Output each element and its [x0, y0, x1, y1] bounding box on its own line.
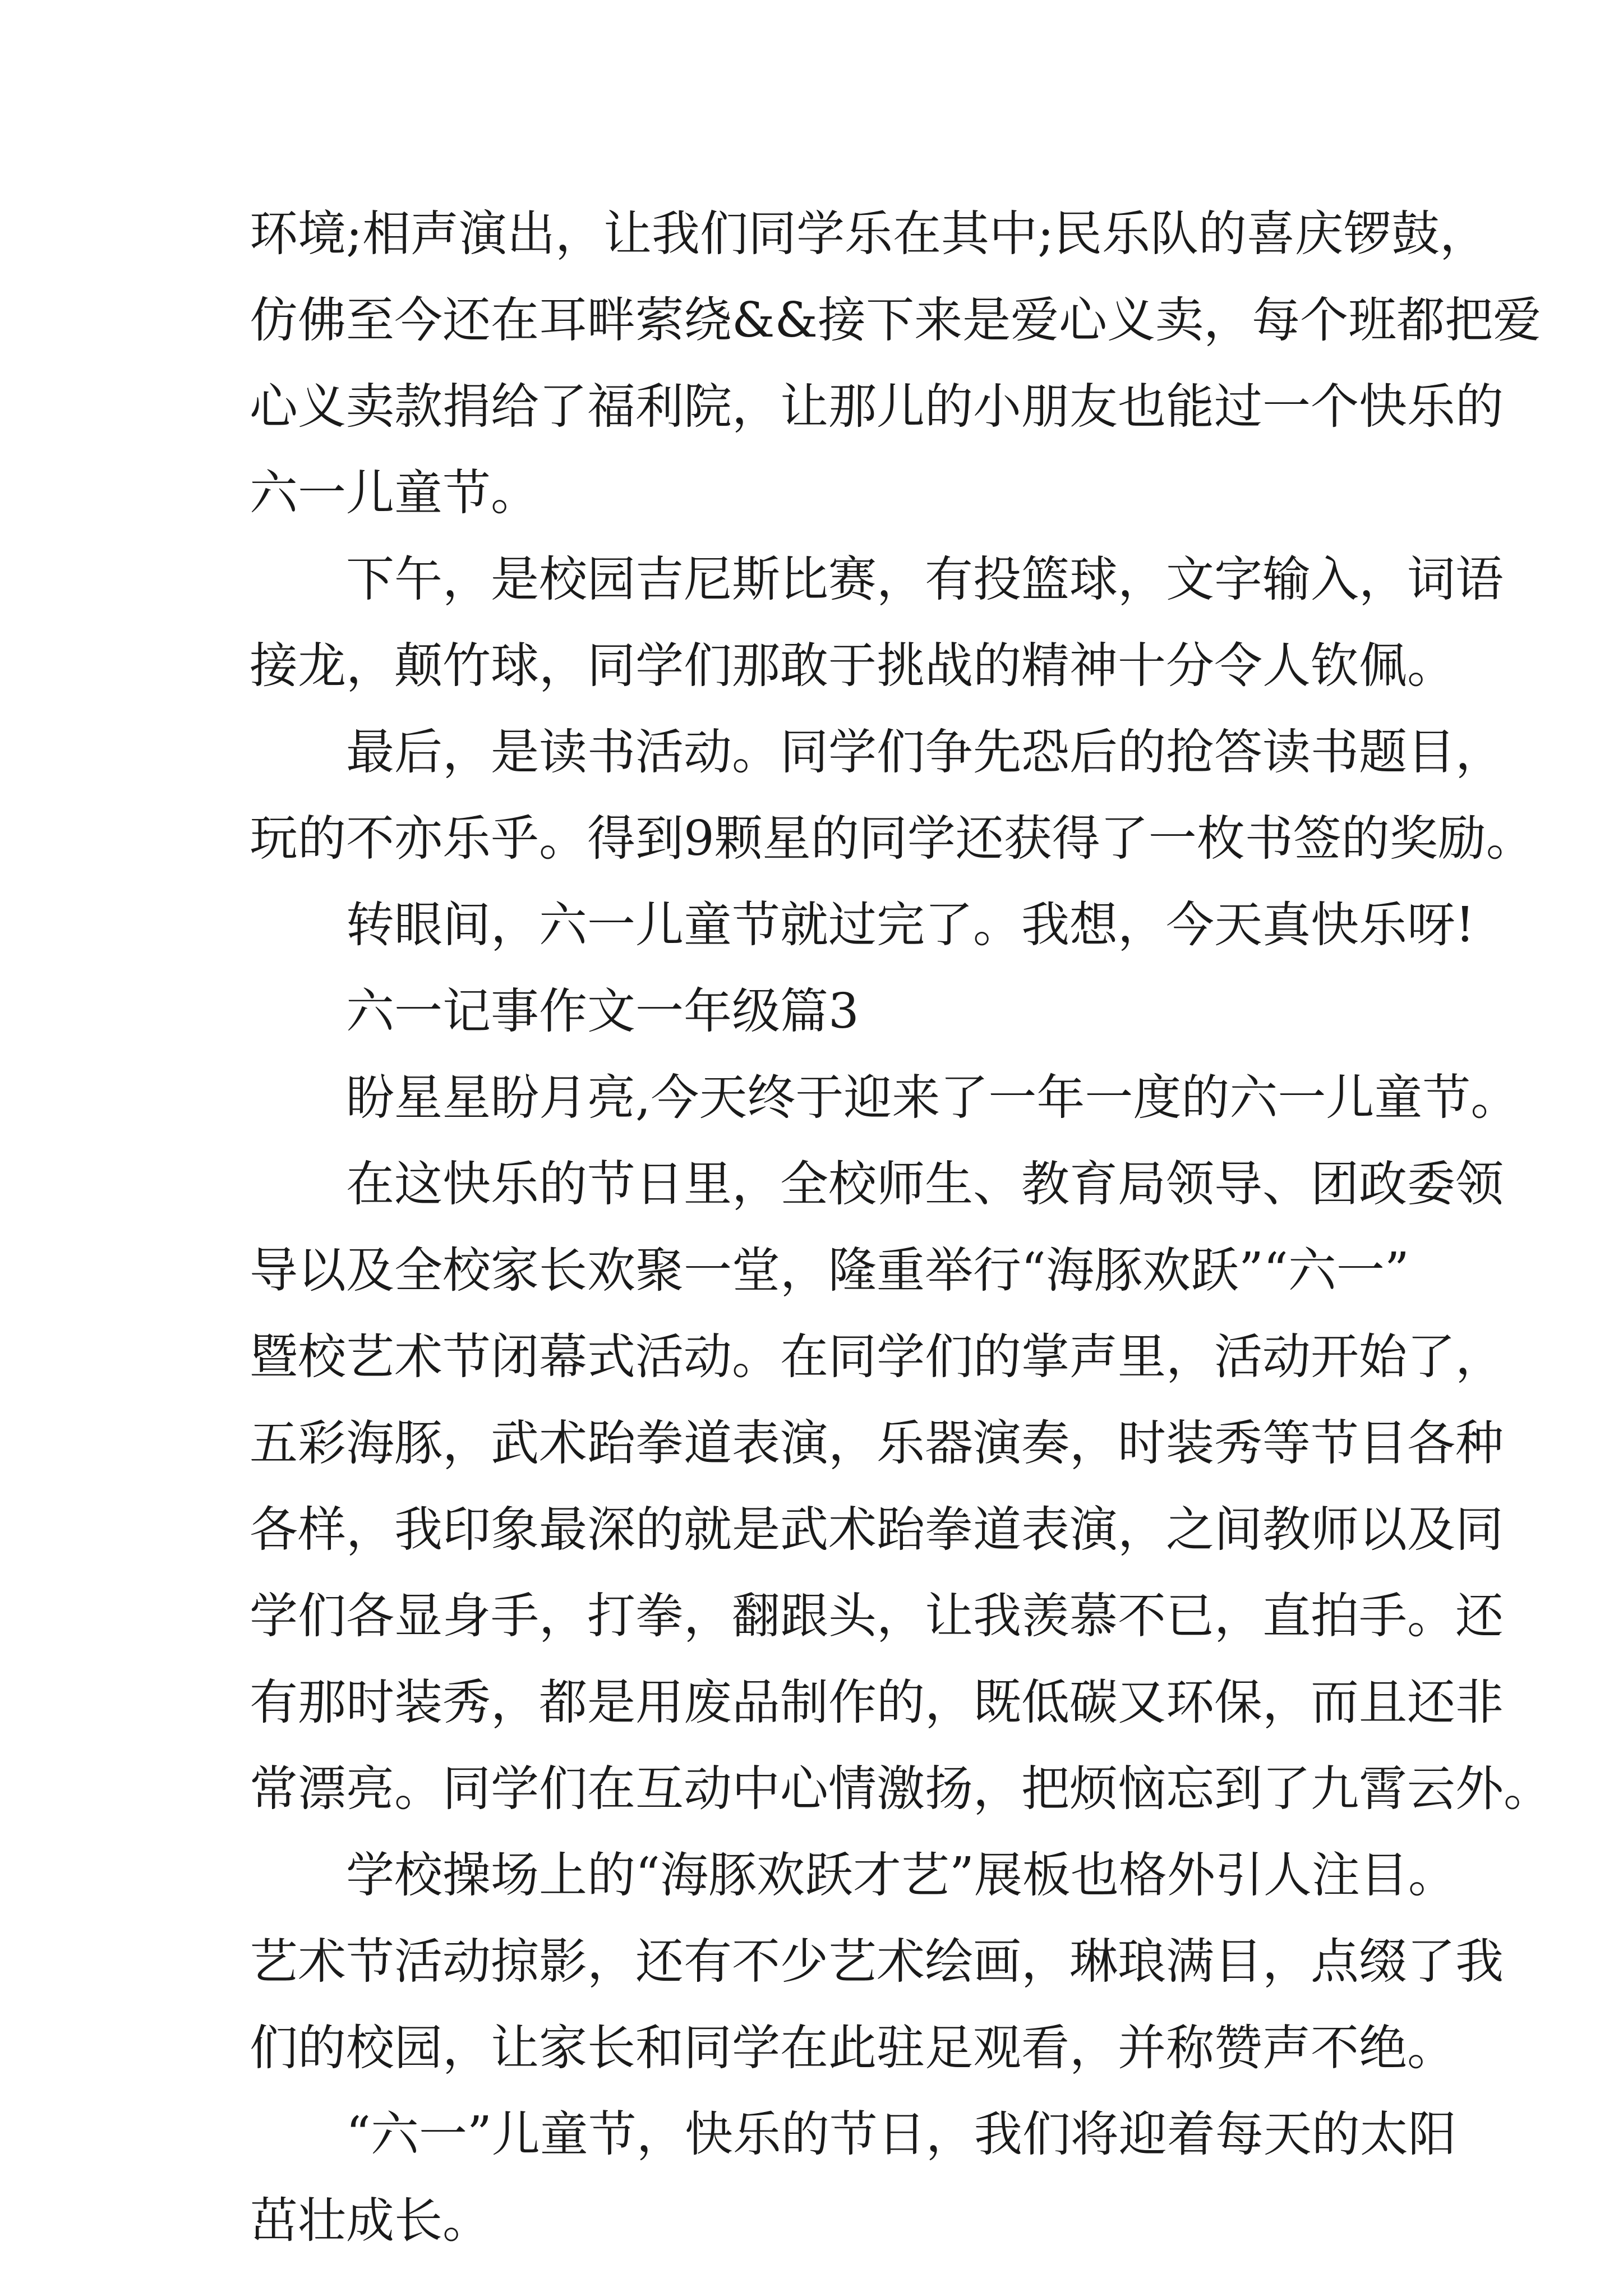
text-line: 各样，我印象最深的就是武术跆拳道表演，之间教师以及同: [250, 1502, 1504, 1558]
paragraph-start-line: 学校操场上的“海豚欢跃才艺”展板也格外引人注目。: [346, 1847, 1456, 1903]
text-line: 心义卖款捐给了福利院，让那儿的小朋友也能过一个快乐的: [250, 379, 1504, 435]
text-line: 仿佛至今还在耳畔萦绕&&接下来是爱心义卖，每个班都把爱: [250, 292, 1542, 348]
text-line: 常漂亮。同学们在互动中心情激扬，把烦恼忘到了九霄云外。: [250, 1761, 1552, 1817]
text-line: 五彩海豚，武术跆拳道表演，乐器演奏，时装秀等节目各种: [250, 1415, 1504, 1471]
text-line: 导以及全校家长欢聚一堂，隆重举行“海豚欢跃”“六一”: [250, 1243, 1409, 1299]
text-line: 学们各显身手，打拳，翻跟头，让我羡慕不已，直拍手。还: [250, 1588, 1504, 1644]
text-line: 六一儿童节。: [250, 465, 539, 521]
text-line: 艺术节活动掠影，还有不少艺术绘画，琳琅满目，点缀了我: [250, 1934, 1504, 1990]
paragraph-start-line: “六一”儿童节，快乐的节日，我们将迎着每天的太阳: [346, 2106, 1456, 2162]
document-body: [250, 191, 1552, 2264]
text-line: 接龙，颠竹球，同学们那敢于挑战的精神十分令人钦佩。: [250, 638, 1455, 694]
section-heading: 六一记事作文一年级篇3: [346, 983, 859, 1039]
text-line: 玩的不亦乐乎。得到9颗星的同学还获得了一枚书签的奖励。: [250, 811, 1534, 867]
text-line: 们的校园，让家长和同学在此驻足观看，并称赞声不绝。: [250, 2020, 1455, 2076]
paragraph-start-line: 在这快乐的节日里，全校师生、教育局领导、团政委领: [346, 1156, 1504, 1212]
paragraph-start-line: 最后，是读书活动。同学们争先恐后的抢答读书题目，: [346, 724, 1504, 780]
text-line: 环境;相声演出，让我们同学乐在其中;民乐队的喜庆锣鼓，: [250, 206, 1488, 262]
text-line: 有那时装秀，都是用废品制作的，既低碳又环保，而且还非: [250, 1674, 1504, 1731]
text-line: 茁壮成长。: [250, 2193, 491, 2249]
paragraph-start-line: 盼星星盼月亮,今天终于迎来了一年一度的六一儿童节。: [346, 1070, 1519, 1126]
text-line: 暨校艺术节闭幕式活动。在同学们的掌声里，活动开始了，: [250, 1329, 1504, 1385]
paragraph-start-line: 转眼间，六一儿童节就过完了。我想，今天真快乐呀!: [346, 897, 1475, 953]
paragraph-start-line: 下午，是校园吉尼斯比赛，有投篮球，文字输入，词语: [346, 551, 1504, 608]
